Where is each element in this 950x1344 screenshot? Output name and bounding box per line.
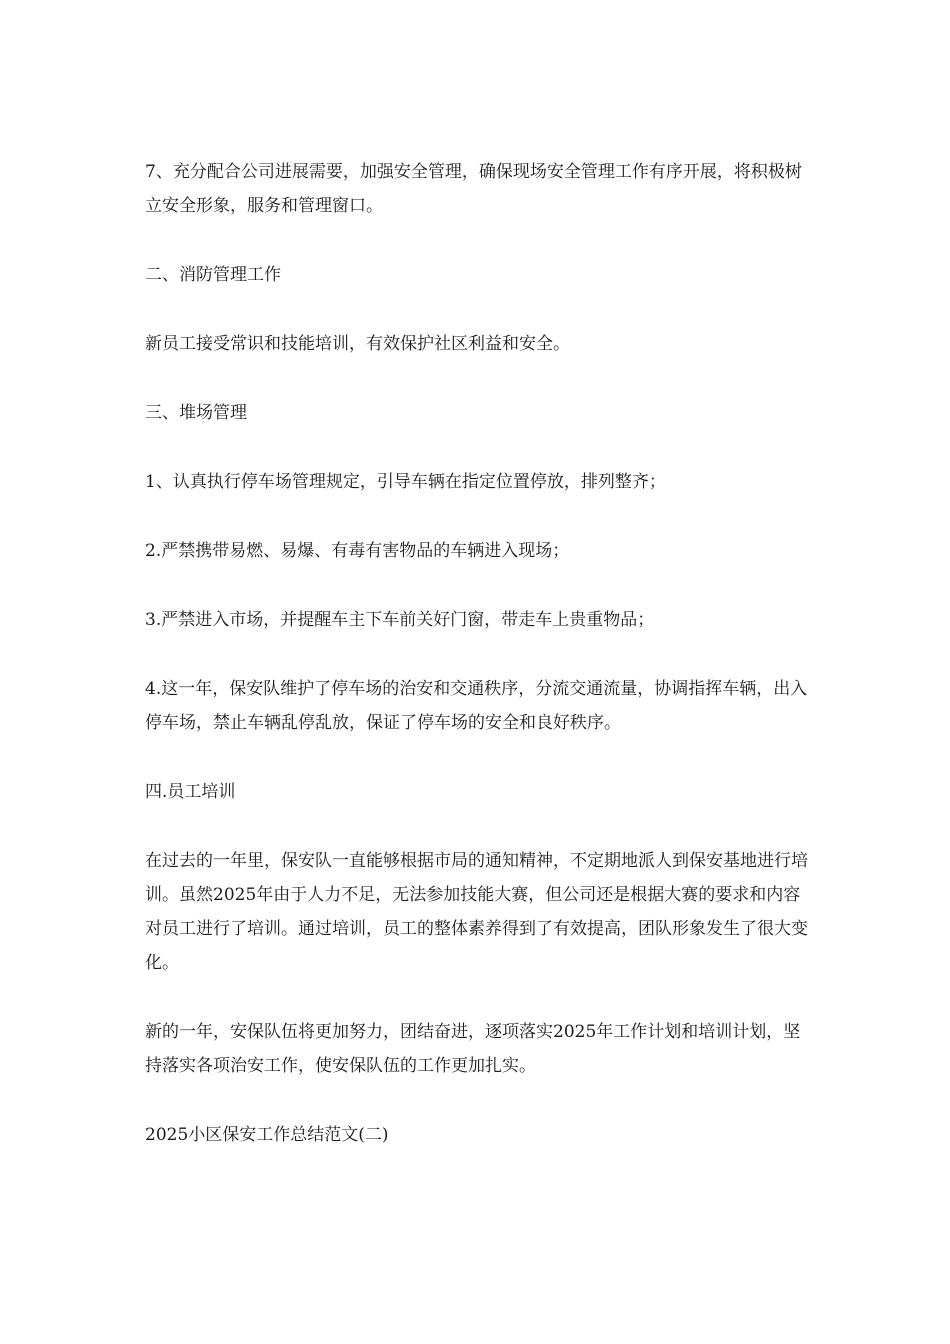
document-body [145,155,810,1187]
list-item-2: 2.严禁携带易燃、易爆、有毒有害物品的车辆进入现场； [145,541,570,561]
section-heading-yard-management: 三、堆场管理 [145,403,247,423]
section-heading-fire-safety: 二、消防管理工作 [145,265,281,285]
list-item-1: 1、认真执行停车场管理规定，引导车辆在指定位置停放，排列整齐； [145,472,666,492]
paragraph-fire-safety: 新员工接受常识和技能培训，有效保护社区利益和安全。 [145,334,570,354]
paragraph-new-year: 新的一年，安保队伍将更加努力，团结奋进，逐项落实2025年工作计划和培训计划，坚持落实各项治安工作，使安保队伍的工作更加扎实。 [145,1022,801,1076]
list-item-3: 3.严禁进入市场，并提醒车主下车前关好门窗，带走车上贵重物品； [145,610,655,630]
paragraph-item-7: 7、充分配合公司进展需要，加强安全管理，确保现场安全管理工作有序开展，将积极树立安全形象，服务和管理窗口。 [145,162,802,216]
document-subtitle: 2025小区保安工作总结范文(二) [145,1125,389,1145]
section-heading-staff-training: 四.员工培训 [145,782,236,802]
list-item-4: 4.这一年，保安队维护了停车场的治安和交通秩序，分流交通流量，协调指挥车辆，出入停车场，禁止车辆乱停乱放，保证了停车场的安全和良好秩序。 [145,679,808,733]
paragraph-training: 在过去的一年里，保安队一直能够根据市局的通知精神，不定期地派人到保安基地进行培训。虽然2025年由于人力不足，无法参加技能大赛，但公司还是根据大赛的要求和内容对员工进行了培训。通过培训，员工的整体素养得到了有效提高，团队形象发生了很大变化。 [145,851,808,973]
